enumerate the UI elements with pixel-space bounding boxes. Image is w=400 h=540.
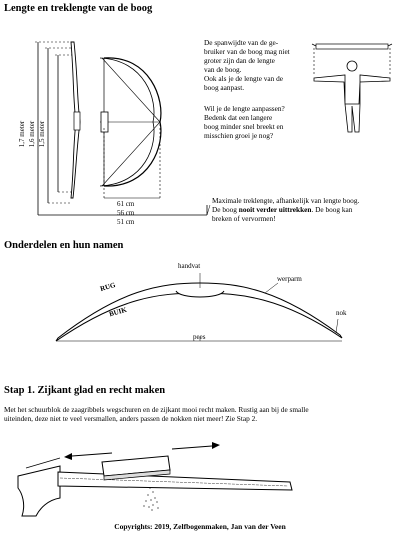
height-label-2: 1,6 meter	[28, 120, 36, 148]
height-label-3: 1,5 meter	[38, 120, 46, 148]
wingspan-text: De spanwijdte van de ge- bruiker van de boog mag niet groter zijn dan de lengte van de boog. Ook als je de lengte van de boog aanpast.	[204, 38, 290, 92]
height-label-1: 1,7 meter	[18, 120, 26, 148]
section-title-length: Lengte en treklengte van de boog	[4, 3, 153, 14]
label-rug: RUG	[99, 281, 117, 293]
sanding-illustration	[0, 438, 400, 528]
footer-copyright: Copyrights: 2019, Zelfbogenmaken, Jan van der Veen	[114, 522, 286, 531]
label-nok: nok	[336, 309, 347, 317]
section-title-parts: Onderdelen en hun namen	[4, 240, 124, 251]
draw-length-1: 61 cm	[117, 200, 135, 208]
max-draw-note: Maximale treklengte, afhankelijk van lengte boog. De boog nooit verder uittrekken. De boog kan breken of vervormen!	[212, 196, 360, 223]
draw-length-3: 51 cm	[117, 218, 135, 226]
section-title-step1: Stap 1. Zijkant glad en recht maken	[4, 385, 166, 396]
label-pees: pees	[193, 333, 206, 341]
draw-length-2: 56 cm	[117, 209, 135, 217]
adjust-text: Wil je de lengte aanpassen? Bedenk dat een langere boog minder snel breekt en misschien groei je nog?	[204, 104, 285, 140]
label-buik: BUIK	[108, 305, 128, 319]
step1-text: Met het schuurblok de zaagribbels wegschuren en de zijkant mooi recht maken. Rustig aan bij de smalle uiteinden, deze niet te veel versmallen, anders passen de nokken niet meer! Zie Stap 2.	[4, 405, 309, 423]
label-handvat: handvat	[178, 262, 201, 270]
label-werparm: werparm	[277, 275, 302, 283]
